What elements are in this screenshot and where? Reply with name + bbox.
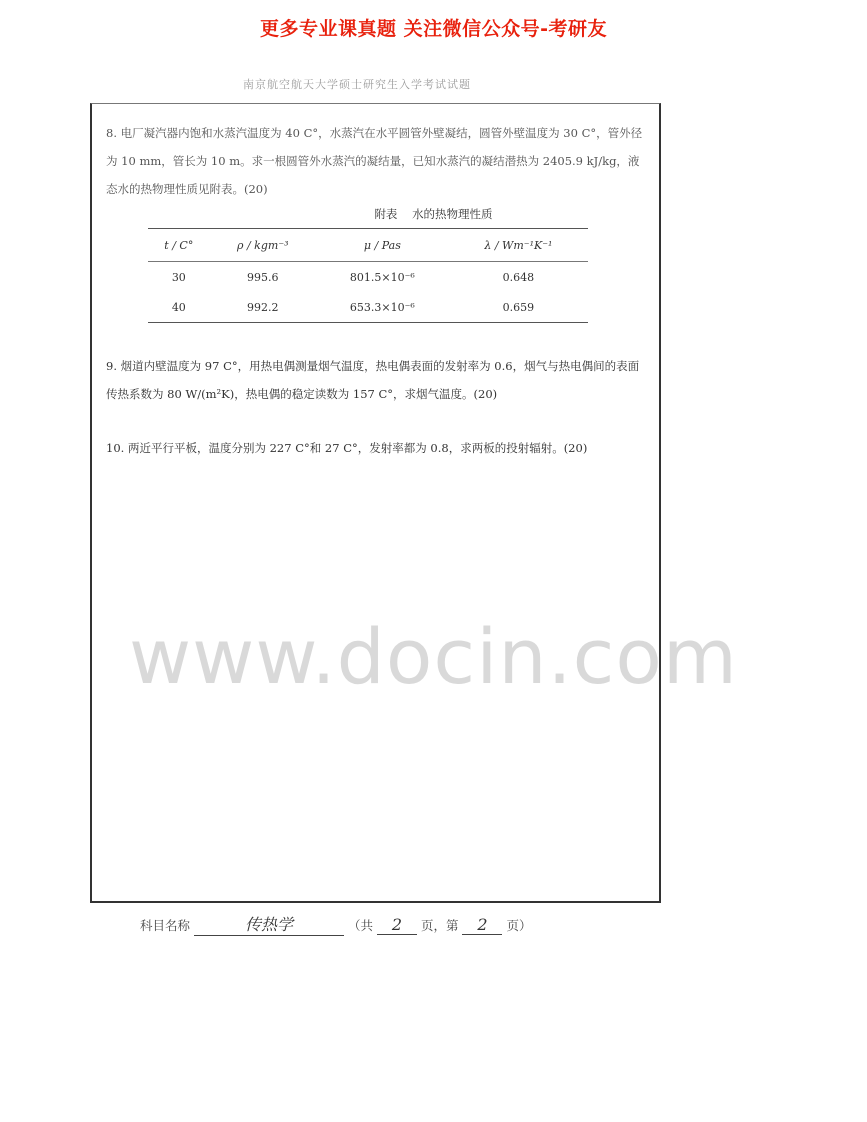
column-header: t / C° bbox=[148, 229, 210, 262]
page-number-prefix: 页，第 bbox=[420, 918, 459, 933]
question-number: 10. bbox=[106, 441, 125, 455]
properties-table bbox=[148, 228, 588, 323]
table-caption bbox=[0, 206, 867, 222]
table-header-row bbox=[148, 229, 588, 262]
table-caption-label: 附表 bbox=[374, 207, 398, 221]
table-row bbox=[148, 292, 588, 323]
question-text: 两近平行平板，温度分别为 227 C°和 27 C°，发射率都为 0.8，求两板的投射辐射。(20) bbox=[127, 441, 588, 455]
page-number: 2 bbox=[462, 915, 502, 935]
question-10 bbox=[106, 434, 646, 462]
question-9 bbox=[106, 352, 646, 408]
watermark: www.docin.com bbox=[129, 612, 738, 701]
question-text: 烟道内壁温度为 97 C°，用热电偶测量烟气温度，热电偶表面的发射率为 0.6，烟气与热电偶间的表面传热系数为 80 W/(m²K)，热电偶的稳定读数为 157 C°，求烟气温度。(20) bbox=[106, 359, 640, 401]
question-text: 电厂凝汽器内饱和水蒸汽温度为 40 C°，水蒸汽在水平圆管外壁凝结，圆管外壁温度为 30 C°，管外径为 10 mm，管长为 10 m。求一根圆管外水蒸汽的凝结量，已知水蒸汽的凝结潜热为 2405.9 kJ/kg，液态水的热物理性质见附表。(20) bbox=[106, 126, 643, 196]
table-row bbox=[148, 262, 588, 293]
table-cell: 992.2 bbox=[210, 292, 316, 323]
question-8 bbox=[106, 119, 646, 203]
subject-name: 传热学 bbox=[194, 912, 344, 936]
table-cell: 30 bbox=[171, 270, 186, 284]
total-pages: 2 bbox=[377, 915, 417, 935]
table-cell: 40 bbox=[148, 292, 210, 323]
column-header: λ / Wm⁻¹K⁻¹ bbox=[449, 229, 588, 262]
table-cell: 0.659 bbox=[449, 292, 588, 323]
column-header: μ / Pas bbox=[316, 229, 449, 262]
table-cell: 653.3×10⁻⁶ bbox=[316, 292, 449, 323]
page-footer bbox=[140, 912, 531, 936]
page-number-suffix: 页） bbox=[506, 918, 532, 933]
exam-page-frame bbox=[90, 103, 661, 903]
column-header: ρ / kgm⁻³ bbox=[210, 229, 316, 262]
table-cell: 995.6 bbox=[247, 270, 279, 284]
question-number: 8. bbox=[106, 126, 117, 140]
promo-banner: 更多专业课真题 关注微信公众号-考研友 bbox=[259, 18, 607, 40]
table-cell: 0.648 bbox=[502, 270, 535, 284]
subject-label: 科目名称 bbox=[140, 918, 191, 933]
total-pages-prefix: （共 bbox=[347, 918, 373, 933]
table-cell: 801.5×10⁻⁶ bbox=[349, 270, 415, 284]
exam-header: 南京航空航天大学硕士研究生入学考试试题 bbox=[243, 78, 471, 91]
table-caption-title: 水的热物理性质 bbox=[412, 207, 493, 221]
question-number: 9. bbox=[106, 359, 117, 373]
